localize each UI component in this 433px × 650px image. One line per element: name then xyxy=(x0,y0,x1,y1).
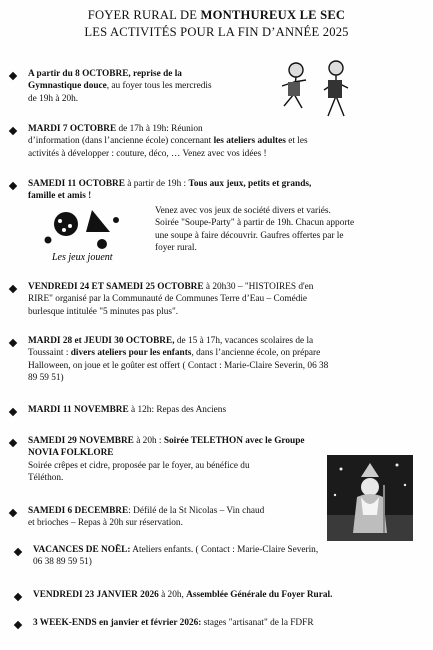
event-5-line: 89 59 51) xyxy=(28,373,64,384)
event-toussaint-ateliers xyxy=(28,335,423,385)
event-3-line: foyer rural. xyxy=(155,243,197,254)
event-saint-nicolas xyxy=(28,505,328,530)
event-4-line: burlesque intitulée "5 minutes pas plus". xyxy=(28,306,179,317)
event-3-date: SAMEDI 11 OCTOBRE xyxy=(28,179,125,189)
event-3-description xyxy=(155,205,425,255)
page-title-line-1 xyxy=(0,8,433,23)
bullet-icon xyxy=(9,182,17,190)
event-assemblee-generale xyxy=(33,589,428,601)
event-gym-douce xyxy=(28,68,268,105)
event-10-date: VENDREDI 23 JANVIER 2026 xyxy=(33,590,159,600)
event-6-text: à 12h: Repas des Anciens xyxy=(128,405,227,415)
saint-nicolas-photo xyxy=(327,455,413,541)
event-11-text: stages "artisanat" de la FDFR xyxy=(201,618,314,628)
event-7-line: Téléthon. xyxy=(28,473,64,484)
bullet-icon xyxy=(9,408,17,416)
event-5-line: Halloween, on joue et le goûter est offert ( Contact : Marie-Claire Severin, 06 38 xyxy=(28,360,329,371)
event-8-line: et brioches – Repas à 20h sur réservation. xyxy=(28,518,183,529)
event-6-date: MARDI 11 NOVEMBRE xyxy=(28,405,129,415)
bullet-icon xyxy=(9,127,17,135)
event-5-date: MARDI 28 et JEUDI 30 OCTOBRE, xyxy=(28,336,175,346)
event-stages-artisanat xyxy=(33,617,428,629)
event-4-line: RIRE" organisé par la Communauté de Communes Terre d’Eau – Comédie xyxy=(28,294,308,305)
event-1-schedule: de 19h à 20h. xyxy=(28,93,79,104)
event-reunion-ateliers-adultes xyxy=(28,123,423,160)
bullet-icon xyxy=(9,72,17,80)
event-1-heading: A partir du 8 OCTOBRE, reprise de la xyxy=(28,69,182,79)
title-village-name: MONTHUREUX LE SEC xyxy=(200,8,346,22)
event-jeux-soupe-party xyxy=(28,178,423,203)
event-7-time: à 20h : xyxy=(133,436,164,446)
event-vacances-noel xyxy=(33,544,413,569)
event-8-text: : Défilé de la St Nicolas – Vin chaud xyxy=(128,506,265,516)
bullet-icon xyxy=(14,593,22,601)
page-title-line-2: LES ACTIVITÉS POUR LA FIN D’ANNÉE 2025 xyxy=(84,25,349,39)
event-11-date: 3 WEEK-ENDS en janvier et février 2026: xyxy=(33,618,202,628)
bullet-icon xyxy=(9,439,17,447)
event-repas-anciens xyxy=(28,404,423,416)
event-7-group: NOVIA FOLKLORE xyxy=(28,448,114,459)
event-2-text-tail: et les xyxy=(285,136,308,147)
event-7-date: SAMEDI 29 NOVEMBRE xyxy=(28,436,134,446)
event-3-line: Soirée "Soupe-Party" à partir de 19h. Chacun apporte xyxy=(155,218,355,229)
event-10-highlight: Assemblée Générale du Foyer Rural. xyxy=(186,590,333,600)
event-5-text: Toussaint : xyxy=(28,348,71,359)
event-8-date: SAMEDI 6 DECEMBRE xyxy=(28,506,129,516)
logo-caption: Les jeux jouent xyxy=(52,252,113,263)
event-2-time: de 17h à 19h: Réunion xyxy=(116,124,203,134)
title-prefix: FOYER RURAL DE xyxy=(87,8,201,22)
bullet-icon xyxy=(9,339,17,347)
event-10-time: à 20h, xyxy=(158,590,187,600)
event-9-line: 06 38 89 59 51) xyxy=(33,557,92,568)
event-7-line: Soirée crêpes et cidre, proposée par le foyer, au bénéfice du xyxy=(28,460,250,471)
event-3-line: une soupe à faire découvrir. Gaufres offertes par le xyxy=(155,230,344,241)
event-5-time: de 15 à 17h, vacances scolaires de la xyxy=(174,336,314,346)
event-1-activity: Gymnastique douce xyxy=(28,81,107,92)
event-2-date: MARDI 7 OCTOBRE xyxy=(28,124,117,134)
event-1-text: , au foyer tous les mercredis xyxy=(106,81,212,92)
jeux-logo xyxy=(36,206,136,268)
bullet-icon xyxy=(9,285,17,293)
bullet-icon xyxy=(9,509,17,517)
event-3-highlight-2: famille et amis ! xyxy=(28,191,92,202)
event-2-highlight: les ateliers adultes xyxy=(213,136,286,147)
event-4-title: à 20h30 – "HISTOIRES d'en xyxy=(203,282,314,292)
event-3-time: à partir de 19h : xyxy=(124,179,189,189)
event-4-date: VENDREDI 24 ET SAMEDI 25 OCTOBRE xyxy=(28,282,204,292)
gymnastics-illustration xyxy=(272,58,360,124)
event-7-highlight: Soirée TELETHON avec le Groupe xyxy=(163,436,305,446)
event-3-highlight: Tous aux jeux, petits et grands, xyxy=(188,179,312,189)
event-2-text: d’information (dans l’ancienne école) concernant xyxy=(28,136,214,147)
event-histoires-den-rire xyxy=(28,281,423,318)
bullet-icon xyxy=(14,621,22,629)
event-5-highlight: divers ateliers pour les enfants xyxy=(70,348,192,359)
event-9-text: Ateliers enfants. ( Contact : Marie-Claire Severin, xyxy=(130,545,319,555)
event-9-date: VACANCES DE NOËL: xyxy=(33,545,131,555)
event-5-text-tail: , dans l’ancienne école, on prépare xyxy=(191,348,321,359)
bullet-icon xyxy=(14,548,22,556)
event-2-details: activités à développer : couture, déco, … Venez avec vos idées ! xyxy=(28,148,267,159)
event-3-line: Venez avec vos jeux de société divers et variés. xyxy=(155,206,331,216)
